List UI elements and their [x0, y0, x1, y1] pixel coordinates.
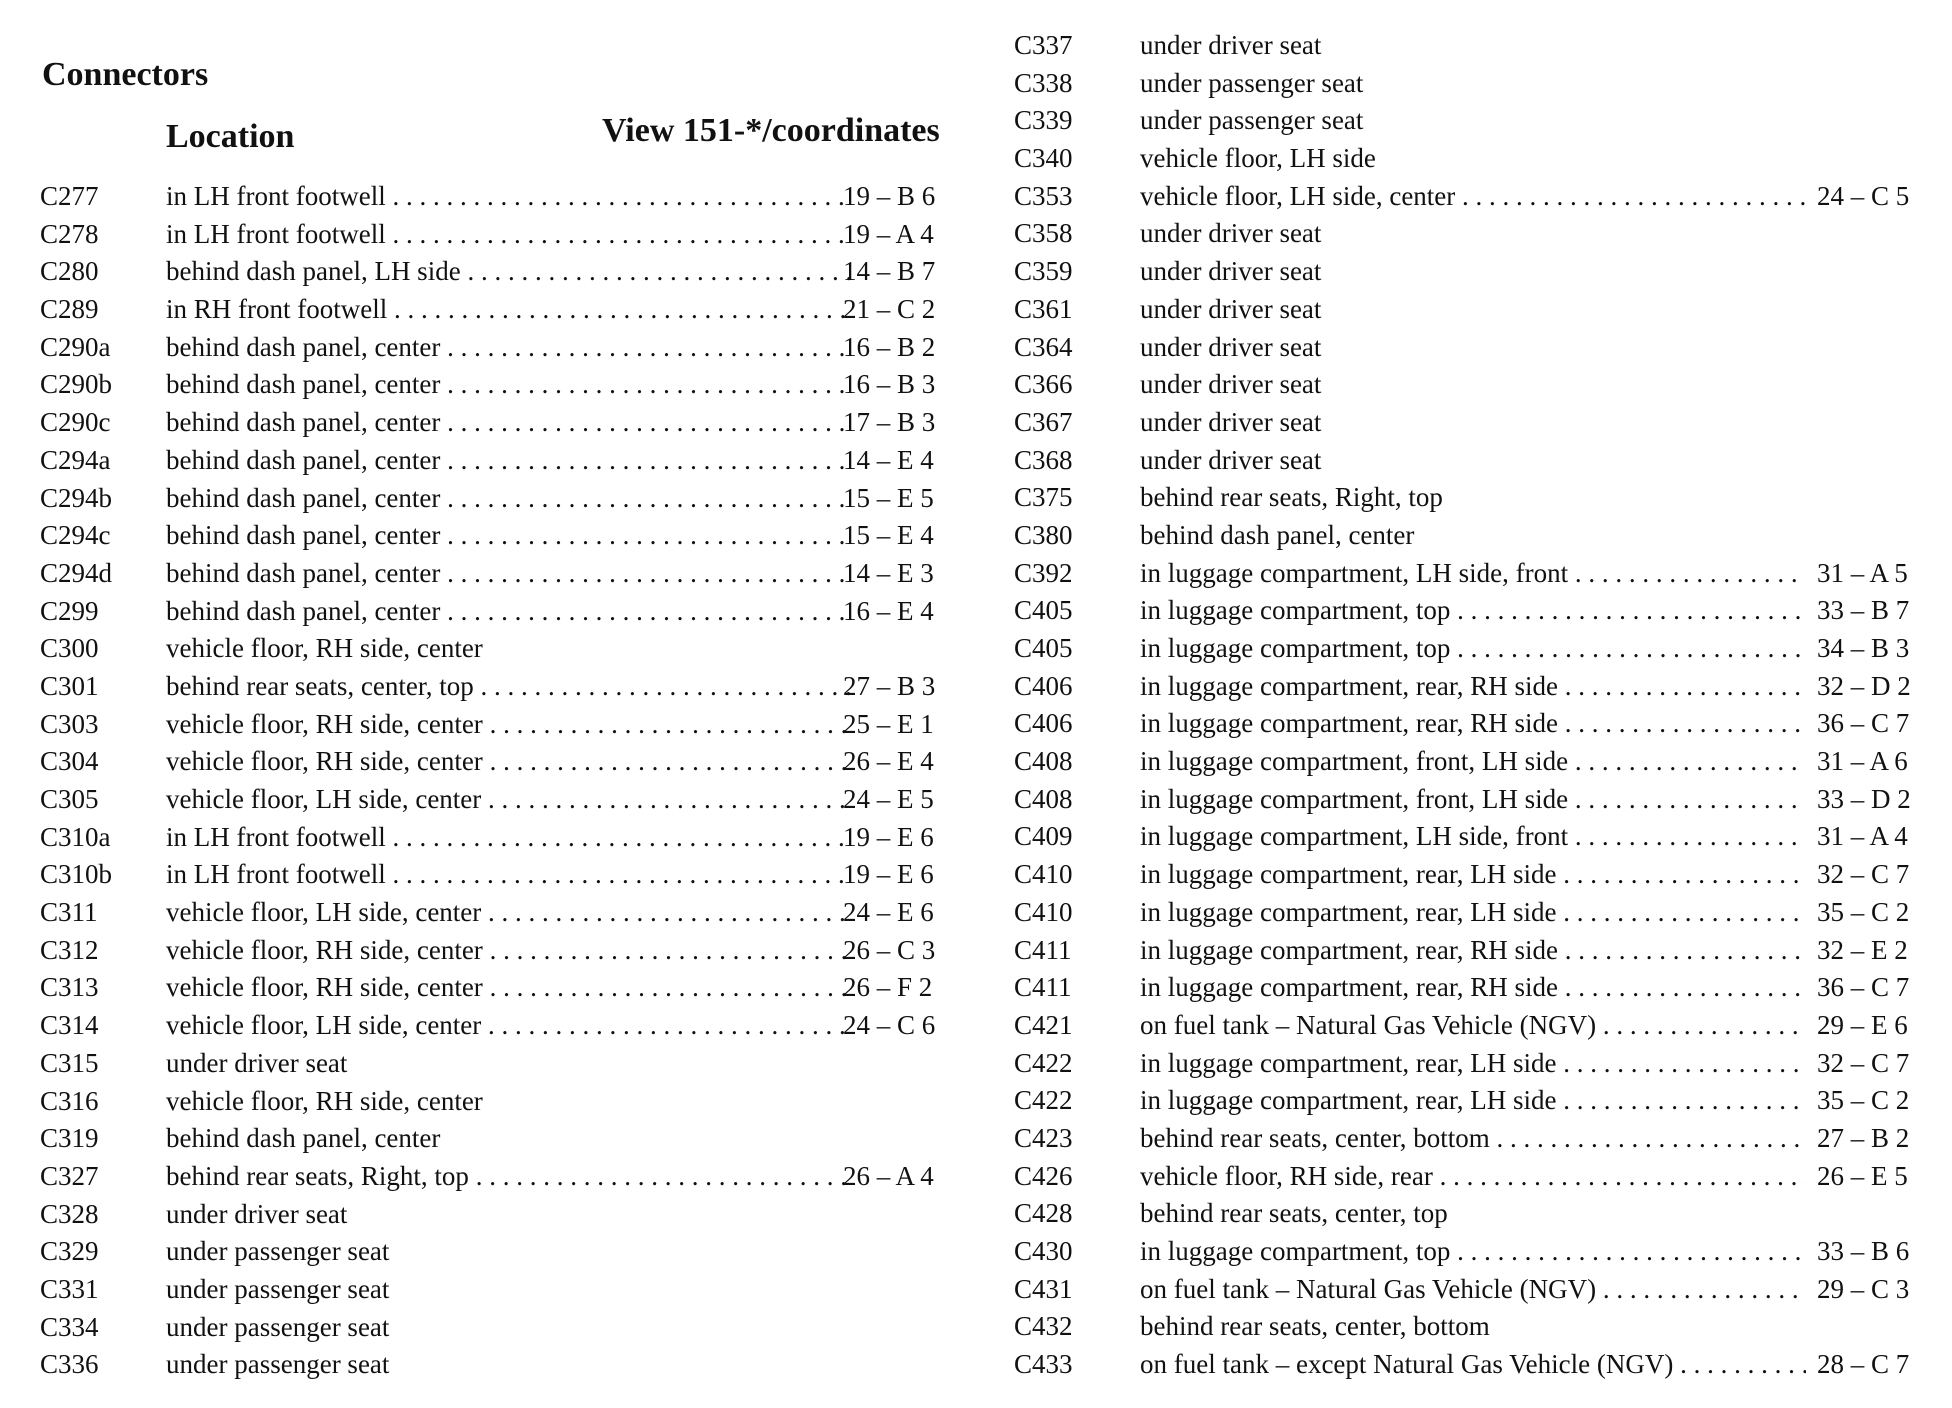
connector-code: C327 — [40, 1160, 99, 1191]
connector-code: C331 — [40, 1273, 99, 1304]
connector-location: in LH front footwell . . . — [166, 178, 852, 216]
connector-view-coordinates: 16 – B 2 — [843, 331, 936, 362]
connector-row — [1014, 140, 1934, 178]
connector-code: C392 — [1014, 557, 1073, 588]
connector-code: C406 — [1014, 670, 1073, 701]
connector-code: C312 — [40, 934, 99, 965]
connector-view-coordinates: 16 – B 3 — [843, 369, 936, 400]
connector-code: C411 — [1014, 934, 1072, 965]
connector-row — [40, 819, 955, 857]
connector-view-coordinates: 15 – E 5 — [843, 482, 934, 513]
connector-location: behind dash panel, center . . . — [166, 517, 852, 555]
connector-code: C408 — [1014, 746, 1073, 777]
connector-view-coordinates: 35 – C 2 — [1817, 1085, 1910, 1116]
connector-row — [1014, 1007, 1934, 1045]
connector-view-coordinates: 34 – B 3 — [1817, 633, 1910, 663]
connector-code: C380 — [1014, 519, 1073, 550]
connector-location: behind rear seats, center, top — [1140, 1198, 1448, 1229]
connector-location: in luggage compartment, top . . . — [1140, 630, 1806, 668]
connector-code: C405 — [1014, 595, 1073, 626]
connector-row — [1014, 1233, 1934, 1271]
connector-view-coordinates: 36 – C 7 — [1817, 708, 1910, 739]
connector-code: C303 — [40, 708, 99, 739]
connector-location: on fuel tank – except Natural Gas Vehicle (NGV) . . . — [1140, 1346, 1806, 1384]
connector-location: behind dash panel, center . . . — [166, 329, 852, 367]
connector-location: in luggage compartment, rear, RH side . . . — [1140, 969, 1806, 1007]
connector-location: in luggage compartment, LH side, front . . . — [1140, 818, 1806, 856]
connector-location: on fuel tank – Natural Gas Vehicle (NGV) . . . — [1140, 1007, 1806, 1045]
connector-code: C334 — [40, 1311, 99, 1342]
connector-location: under driver seat — [166, 1047, 348, 1078]
connector-code: C422 — [1014, 1047, 1073, 1078]
connector-code: C280 — [40, 256, 99, 287]
connector-location: behind dash panel, LH side . . . — [166, 253, 852, 291]
connector-code: C289 — [40, 294, 99, 325]
connector-view-coordinates: 19 – A 4 — [843, 218, 934, 249]
connector-location: vehicle floor, LH side, center . . . — [166, 894, 852, 932]
connector-view-coordinates: 32 – E 2 — [1817, 934, 1908, 965]
connector-code: C299 — [40, 595, 99, 626]
connector-row — [40, 743, 955, 781]
connector-location: under passenger seat — [1140, 67, 1364, 98]
connector-location: under driver seat — [1140, 293, 1322, 324]
connector-location: in LH front footwell . . . — [166, 856, 852, 894]
connector-location: under passenger seat — [166, 1349, 390, 1380]
connector-location: under driver seat — [1140, 406, 1322, 437]
connector-row — [40, 856, 955, 894]
connector-row — [1014, 1120, 1934, 1158]
connector-code: C431 — [1014, 1273, 1073, 1304]
connector-location: vehicle floor, RH side, center . . . — [166, 932, 852, 970]
connector-code: C304 — [40, 746, 99, 777]
connector-code: C294b — [40, 482, 113, 513]
connector-view-coordinates: 15 – E 4 — [843, 520, 934, 551]
connector-row — [40, 706, 955, 744]
connector-view-coordinates: 26 – C 3 — [843, 934, 936, 965]
connector-view-coordinates: 21 – C 2 — [843, 294, 936, 325]
connector-row — [40, 366, 955, 404]
connector-row — [1014, 1158, 1934, 1196]
connector-row — [1014, 329, 1934, 367]
connector-location: vehicle floor, LH side, center . . . — [1140, 178, 1806, 216]
connector-code: C428 — [1014, 1198, 1073, 1229]
connector-row — [40, 1309, 955, 1347]
connector-code: C290a — [40, 331, 111, 362]
connector-code: C421 — [1014, 1009, 1073, 1040]
connector-location: behind dash panel, center . . . — [166, 442, 852, 480]
connector-code: C316 — [40, 1085, 99, 1116]
connector-code: C339 — [1014, 105, 1073, 136]
connector-row — [40, 555, 955, 593]
connector-row — [1014, 592, 1934, 630]
connector-location: under driver seat — [1140, 218, 1322, 249]
connector-code: C300 — [40, 633, 99, 664]
connector-row — [40, 1120, 955, 1158]
connector-code: C432 — [1014, 1311, 1073, 1342]
connector-row — [40, 630, 955, 668]
connector-code: C301 — [40, 670, 99, 701]
connector-row — [40, 178, 955, 216]
connector-code: C411 — [1014, 972, 1072, 1003]
connector-location: vehicle floor, RH side, center . . . — [166, 706, 852, 744]
connector-row — [1014, 969, 1934, 1007]
connector-location: under passenger seat — [166, 1311, 390, 1342]
connector-code: C290b — [40, 369, 113, 400]
connector-location: in luggage compartment, top . . . — [1140, 592, 1806, 630]
connector-code: C406 — [1014, 708, 1073, 739]
connector-code: C353 — [1014, 180, 1073, 211]
connector-row — [1014, 668, 1934, 706]
connector-location: under driver seat — [166, 1198, 348, 1229]
connector-view-coordinates: 26 – F 2 — [843, 972, 933, 1003]
connector-location: in LH front footwell . . . — [166, 819, 852, 857]
connector-list-right — [1014, 27, 1934, 1384]
connector-location: under driver seat — [1140, 444, 1322, 475]
connector-row — [1014, 705, 1934, 743]
connector-row — [40, 668, 955, 706]
connector-view-coordinates: 19 – E 6 — [843, 859, 934, 890]
connector-location: behind rear seats, Right, top . . . — [166, 1158, 852, 1196]
connector-row — [1014, 291, 1934, 329]
connector-view-coordinates: 16 – E 4 — [843, 595, 934, 626]
connector-row — [1014, 215, 1934, 253]
connector-view-coordinates: 32 – D 2 — [1817, 670, 1911, 701]
connector-view-coordinates: 26 – E 4 — [843, 746, 934, 777]
connector-code: C290c — [40, 407, 111, 438]
connector-code: C430 — [1014, 1236, 1073, 1266]
connector-view-coordinates: 29 – E 6 — [1817, 1009, 1908, 1040]
connector-code: C294c — [40, 520, 111, 551]
connector-row — [1014, 1195, 1934, 1233]
connector-view-coordinates: 32 – C 7 — [1817, 1047, 1910, 1078]
connector-location: under passenger seat — [1140, 105, 1364, 136]
connector-row — [1014, 1308, 1934, 1346]
connector-location: vehicle floor, RH side, center . . . — [166, 969, 852, 1007]
connector-code: C408 — [1014, 783, 1073, 814]
connector-row — [1014, 404, 1934, 442]
connector-location: vehicle floor, LH side, center . . . — [166, 1007, 852, 1045]
connector-location: behind dash panel, center — [166, 1123, 441, 1154]
connector-code: C311 — [40, 897, 98, 928]
connector-location: in luggage compartment, front, LH side . . . — [1140, 781, 1806, 819]
connector-code: C359 — [1014, 256, 1073, 287]
connector-code: C423 — [1014, 1122, 1073, 1153]
view-coordinates-column-header: View 151-*/coordinates — [602, 112, 940, 149]
connector-location: in luggage compartment, rear, LH side . . . — [1140, 856, 1806, 894]
connector-view-coordinates: 24 – E 5 — [843, 784, 934, 814]
connector-location: behind rear seats, Right, top — [1140, 482, 1443, 513]
connector-row — [1014, 743, 1934, 781]
connector-location: behind dash panel, center . . . — [166, 366, 852, 404]
connector-code: C375 — [1014, 482, 1073, 513]
connector-row — [1014, 1346, 1934, 1384]
connector-view-coordinates: 33 – B 7 — [1817, 595, 1910, 626]
connector-row — [40, 442, 955, 480]
connector-row — [40, 894, 955, 932]
connector-view-coordinates: 33 – B 6 — [1817, 1236, 1910, 1266]
connector-location: behind dash panel, center . . . — [166, 480, 852, 518]
connector-location: in luggage compartment, rear, LH side . . . — [1140, 1045, 1806, 1083]
connector-row — [1014, 27, 1934, 65]
connector-code: C294d — [40, 557, 113, 588]
connector-location: under driver seat — [1140, 30, 1322, 60]
connector-row — [40, 329, 955, 367]
connector-row — [1014, 856, 1934, 894]
connector-location: on fuel tank – Natural Gas Vehicle (NGV) . . . — [1140, 1271, 1806, 1309]
connector-view-coordinates: 14 – E 3 — [843, 557, 934, 588]
connector-view-coordinates: 27 – B 3 — [843, 670, 936, 701]
connector-location: under driver seat — [1140, 331, 1322, 362]
connector-row — [1014, 894, 1934, 932]
connector-row — [1014, 366, 1934, 404]
connector-view-coordinates: 17 – B 3 — [843, 407, 936, 438]
connector-code: C294a — [40, 444, 111, 475]
connector-location: in luggage compartment, rear, LH side . . . — [1140, 1082, 1806, 1120]
connector-view-coordinates: 14 – B 7 — [843, 256, 936, 287]
section-title: Connectors — [42, 56, 209, 93]
connector-location: in RH front footwell . . . — [166, 291, 852, 329]
connector-location: in luggage compartment, front, LH side . . . — [1140, 743, 1806, 781]
connector-location: under driver seat — [1140, 369, 1322, 400]
connector-location: behind dash panel, center . . . — [166, 404, 852, 442]
connector-row — [1014, 479, 1934, 517]
connector-row — [40, 1346, 955, 1384]
connector-location: behind dash panel, center — [1140, 519, 1415, 550]
connector-row — [1014, 442, 1934, 480]
connector-location: vehicle floor, LH side — [1140, 143, 1376, 174]
connector-view-coordinates: 31 – A 5 — [1817, 557, 1908, 588]
connector-view-coordinates: 35 – C 2 — [1817, 896, 1910, 927]
connector-row — [1014, 1082, 1934, 1120]
connector-code: C336 — [40, 1349, 99, 1380]
connector-view-coordinates: 27 – B 2 — [1817, 1122, 1910, 1153]
connector-row — [40, 216, 955, 254]
connector-code: C410 — [1014, 859, 1073, 890]
connector-location: in LH front footwell . . . — [166, 216, 852, 254]
connector-row — [1014, 932, 1934, 970]
connector-code: C366 — [1014, 369, 1073, 400]
connector-view-coordinates: 29 – C 3 — [1817, 1273, 1910, 1304]
connector-code: C340 — [1014, 143, 1073, 174]
connector-row — [1014, 1045, 1934, 1083]
connector-row — [40, 1233, 955, 1271]
connector-row — [40, 593, 955, 631]
connector-view-coordinates: 25 – E 1 — [843, 708, 934, 739]
connector-location: under passenger seat — [166, 1236, 390, 1267]
connector-list-left — [40, 178, 955, 1384]
connector-location: behind dash panel, center . . . — [166, 593, 852, 631]
connector-code: C315 — [40, 1047, 99, 1078]
connector-code: C358 — [1014, 218, 1073, 249]
connector-location: behind dash panel, center . . . — [166, 555, 852, 593]
connector-code: C313 — [40, 972, 99, 1003]
connector-code: C368 — [1014, 444, 1073, 475]
connector-row — [40, 1196, 955, 1234]
connector-view-coordinates: 14 – E 4 — [843, 444, 934, 475]
connector-location: vehicle floor, RH side, center — [166, 1085, 483, 1116]
connector-row — [1014, 253, 1934, 291]
connector-location: in luggage compartment, LH side, front . . . — [1140, 555, 1806, 593]
connector-code: C328 — [40, 1198, 99, 1229]
connector-code: C338 — [1014, 67, 1073, 98]
connector-location: under driver seat — [1140, 256, 1322, 287]
connector-row — [40, 291, 955, 329]
connector-location: in luggage compartment, rear, RH side . . . — [1140, 668, 1806, 706]
connector-row — [1014, 102, 1934, 140]
connector-code: C310b — [40, 859, 113, 890]
connector-row — [40, 480, 955, 518]
connector-code: C319 — [40, 1123, 99, 1154]
connector-code: C364 — [1014, 331, 1073, 362]
connector-location: behind rear seats, center, bottom — [1140, 1311, 1490, 1342]
connector-code: C433 — [1014, 1349, 1073, 1380]
connector-row — [1014, 781, 1934, 819]
connector-code: C409 — [1014, 821, 1073, 852]
connector-row — [40, 1007, 955, 1045]
connector-view-coordinates: 32 – C 7 — [1817, 859, 1910, 890]
connector-view-coordinates: 33 – D 2 — [1817, 783, 1911, 814]
connector-row — [1014, 65, 1934, 103]
connector-view-coordinates: 19 – B 6 — [843, 181, 936, 211]
connector-location: under passenger seat — [166, 1273, 390, 1304]
connector-code: C305 — [40, 784, 99, 814]
connector-code: C329 — [40, 1236, 99, 1267]
connector-row — [40, 969, 955, 1007]
location-column-header: Location — [166, 118, 295, 155]
connector-view-coordinates: 28 – C 7 — [1817, 1349, 1910, 1380]
connector-location: vehicle floor, RH side, center . . . — [166, 743, 852, 781]
connector-row — [40, 404, 955, 442]
connector-row — [1014, 178, 1934, 216]
connector-location: in luggage compartment, top . . . — [1140, 1233, 1806, 1271]
connector-view-coordinates: 31 – A 4 — [1817, 821, 1908, 852]
connector-view-coordinates: 36 – C 7 — [1817, 972, 1910, 1003]
connector-location: in luggage compartment, rear, RH side . . . — [1140, 932, 1806, 970]
connector-code: C405 — [1014, 633, 1073, 663]
connector-view-coordinates: 24 – C 6 — [843, 1010, 936, 1041]
connector-row — [1014, 517, 1934, 555]
connector-row — [40, 932, 955, 970]
connector-row — [40, 1045, 955, 1083]
connector-code: C314 — [40, 1010, 99, 1041]
connector-row — [1014, 555, 1934, 593]
connector-location: behind rear seats, center, bottom . . . — [1140, 1120, 1806, 1158]
connector-code: C361 — [1014, 293, 1073, 324]
connector-row — [40, 517, 955, 555]
connector-view-coordinates: 26 – E 5 — [1817, 1160, 1908, 1191]
connector-view-coordinates: 19 – E 6 — [843, 821, 934, 852]
connector-row — [1014, 1271, 1934, 1309]
connector-code: C310a — [40, 821, 111, 852]
connector-location: vehicle floor, RH side, rear . . . — [1140, 1158, 1806, 1196]
connector-location: vehicle floor, LH side, center . . . — [166, 781, 852, 819]
connector-location: behind rear seats, center, top . . . — [166, 668, 852, 706]
connector-view-coordinates: 31 – A 6 — [1817, 746, 1908, 777]
connector-row — [40, 1158, 955, 1196]
connector-code: C277 — [40, 181, 99, 211]
connector-code: C422 — [1014, 1085, 1073, 1116]
connector-row — [40, 1083, 955, 1121]
connector-view-coordinates: 26 – A 4 — [843, 1160, 934, 1191]
connector-view-coordinates: 24 – C 5 — [1817, 180, 1910, 211]
connector-row — [40, 781, 955, 819]
connector-view-coordinates: 24 – E 6 — [843, 897, 934, 928]
connector-row — [1014, 818, 1934, 856]
connector-location: vehicle floor, RH side, center — [166, 633, 483, 664]
connector-row — [40, 1271, 955, 1309]
connector-location: in luggage compartment, rear, RH side . . . — [1140, 705, 1806, 743]
connector-row — [1014, 630, 1934, 668]
connector-row — [40, 253, 955, 291]
connector-code: C426 — [1014, 1160, 1073, 1191]
connector-location: in luggage compartment, rear, LH side . . . — [1140, 894, 1806, 932]
connector-code: C278 — [40, 218, 99, 249]
connector-code: C337 — [1014, 30, 1073, 60]
connector-code: C367 — [1014, 406, 1073, 437]
connector-code: C410 — [1014, 896, 1073, 927]
